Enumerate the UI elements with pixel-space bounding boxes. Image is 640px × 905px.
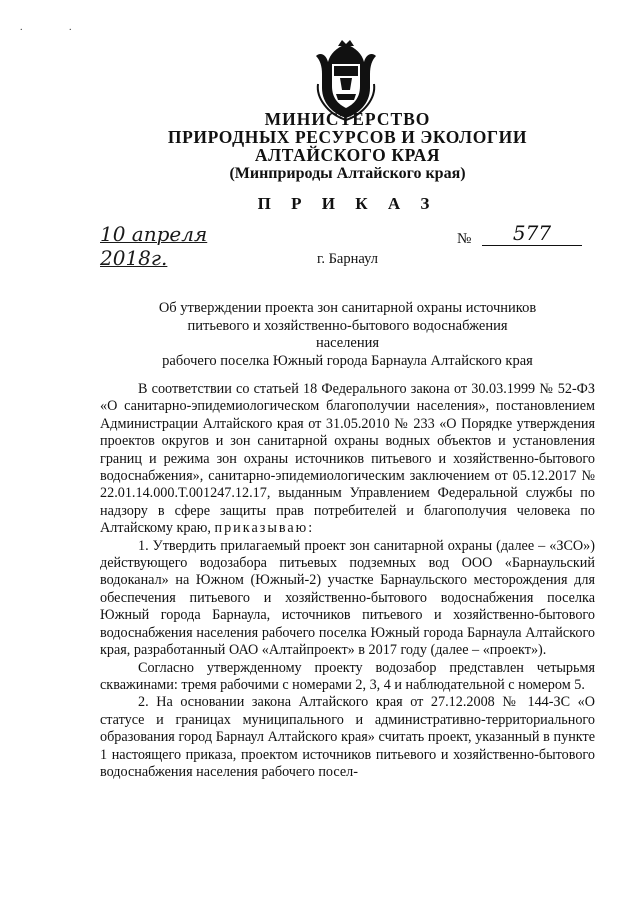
wells-paragraph: Согласно утвержденному проекту водозабор представлен четырьмя скважинами: тремя рабочими с номерами 2, 3, 4 и наблюдательной с номером 5. [100, 659, 595, 693]
document-type-title: П Р И К А З [257, 194, 438, 213]
ministry-short-name: (Минприроды Алтайского края) [229, 165, 466, 182]
order-verb: приказываю: [214, 520, 315, 537]
ministry-name-line1: МИНИСТЕРСТВО [264, 109, 431, 129]
city: г. Барнаул [317, 251, 378, 267]
ministry-name-line3: АЛТАЙСКОГО КРАЯ [254, 145, 441, 165]
order-body [100, 381, 595, 781]
subject-line: Об утверждении проекта зон санитарной охраны источников [158, 300, 537, 316]
subject-line: питьевого и хозяйственно-бытового водоснабжения населения [187, 317, 508, 351]
scan-specks: . . [20, 22, 94, 33]
clause-2-paragraph: 2. На основании закона Алтайского края от 27.12.2008 № 144-ЗС «О статусе и границах муниципального и административно-территориального образования город Барнаул Алтайского края» считать проект, указанный в пункте 1 настоящего приказа, проектом источников питьевого и хозяйственно-бытового водоснабжения населения рабочего посел- [100, 694, 595, 780]
clause-1-paragraph: 1. Утвердить прилагаемый проект зон санитарной охраны (далее – «ЗСО») действующего водозабора питьевых подземных вод ООО «Барнаульский водоканал» на Южном (Южный-2) участке Барнаульского месторождения для обеспечения питьевого и хозяйственно-бытового водоснабжения поселка Южный города Барнаула, источников питьевого и хозяйственно-бытового водоснабжения населения рабочего поселка Южный города Барнаула Алтайского края, разработанный ОАО «Алтайпроект» в 2017 году (далее – «проект»). [100, 537, 595, 659]
ministry-name-line2: ПРИРОДНЫХ РЕСУРСОВ И ЭКОЛОГИИ [167, 127, 528, 147]
preamble-text: В соответствии со статьей 18 Федерального закона от 30.03.1999 № 52-ФЗ «О санитарно-эпидемиологическом благополучии населения», постановлением Администрации Алтайского края от 31.05.2010 № 233 «О Порядке утверждения проектов округов и зон санитарной охраны водных объектов и установления границ и режима зон охраны источников питьевого и хозяйственно-бытового водоснабжения», санитарно-эпидемиологическим заключением от 05.12.2017 № 22.01.14.000.Т.001247.12.17, выданным Управлением Федеральной службы по надзору в сфере защиты прав потребителей и благополучия человека по Алтайскому краю, [100, 381, 595, 537]
preamble-paragraph [100, 381, 595, 538]
number-label: № [457, 231, 472, 247]
handwritten-date: 10 апреля 2018г. [100, 222, 208, 270]
order-number: 577 [482, 221, 582, 246]
order-subject [155, 300, 540, 370]
subject-line: рабочего поселка Южный города Барнаула Алтайского края [162, 352, 533, 369]
